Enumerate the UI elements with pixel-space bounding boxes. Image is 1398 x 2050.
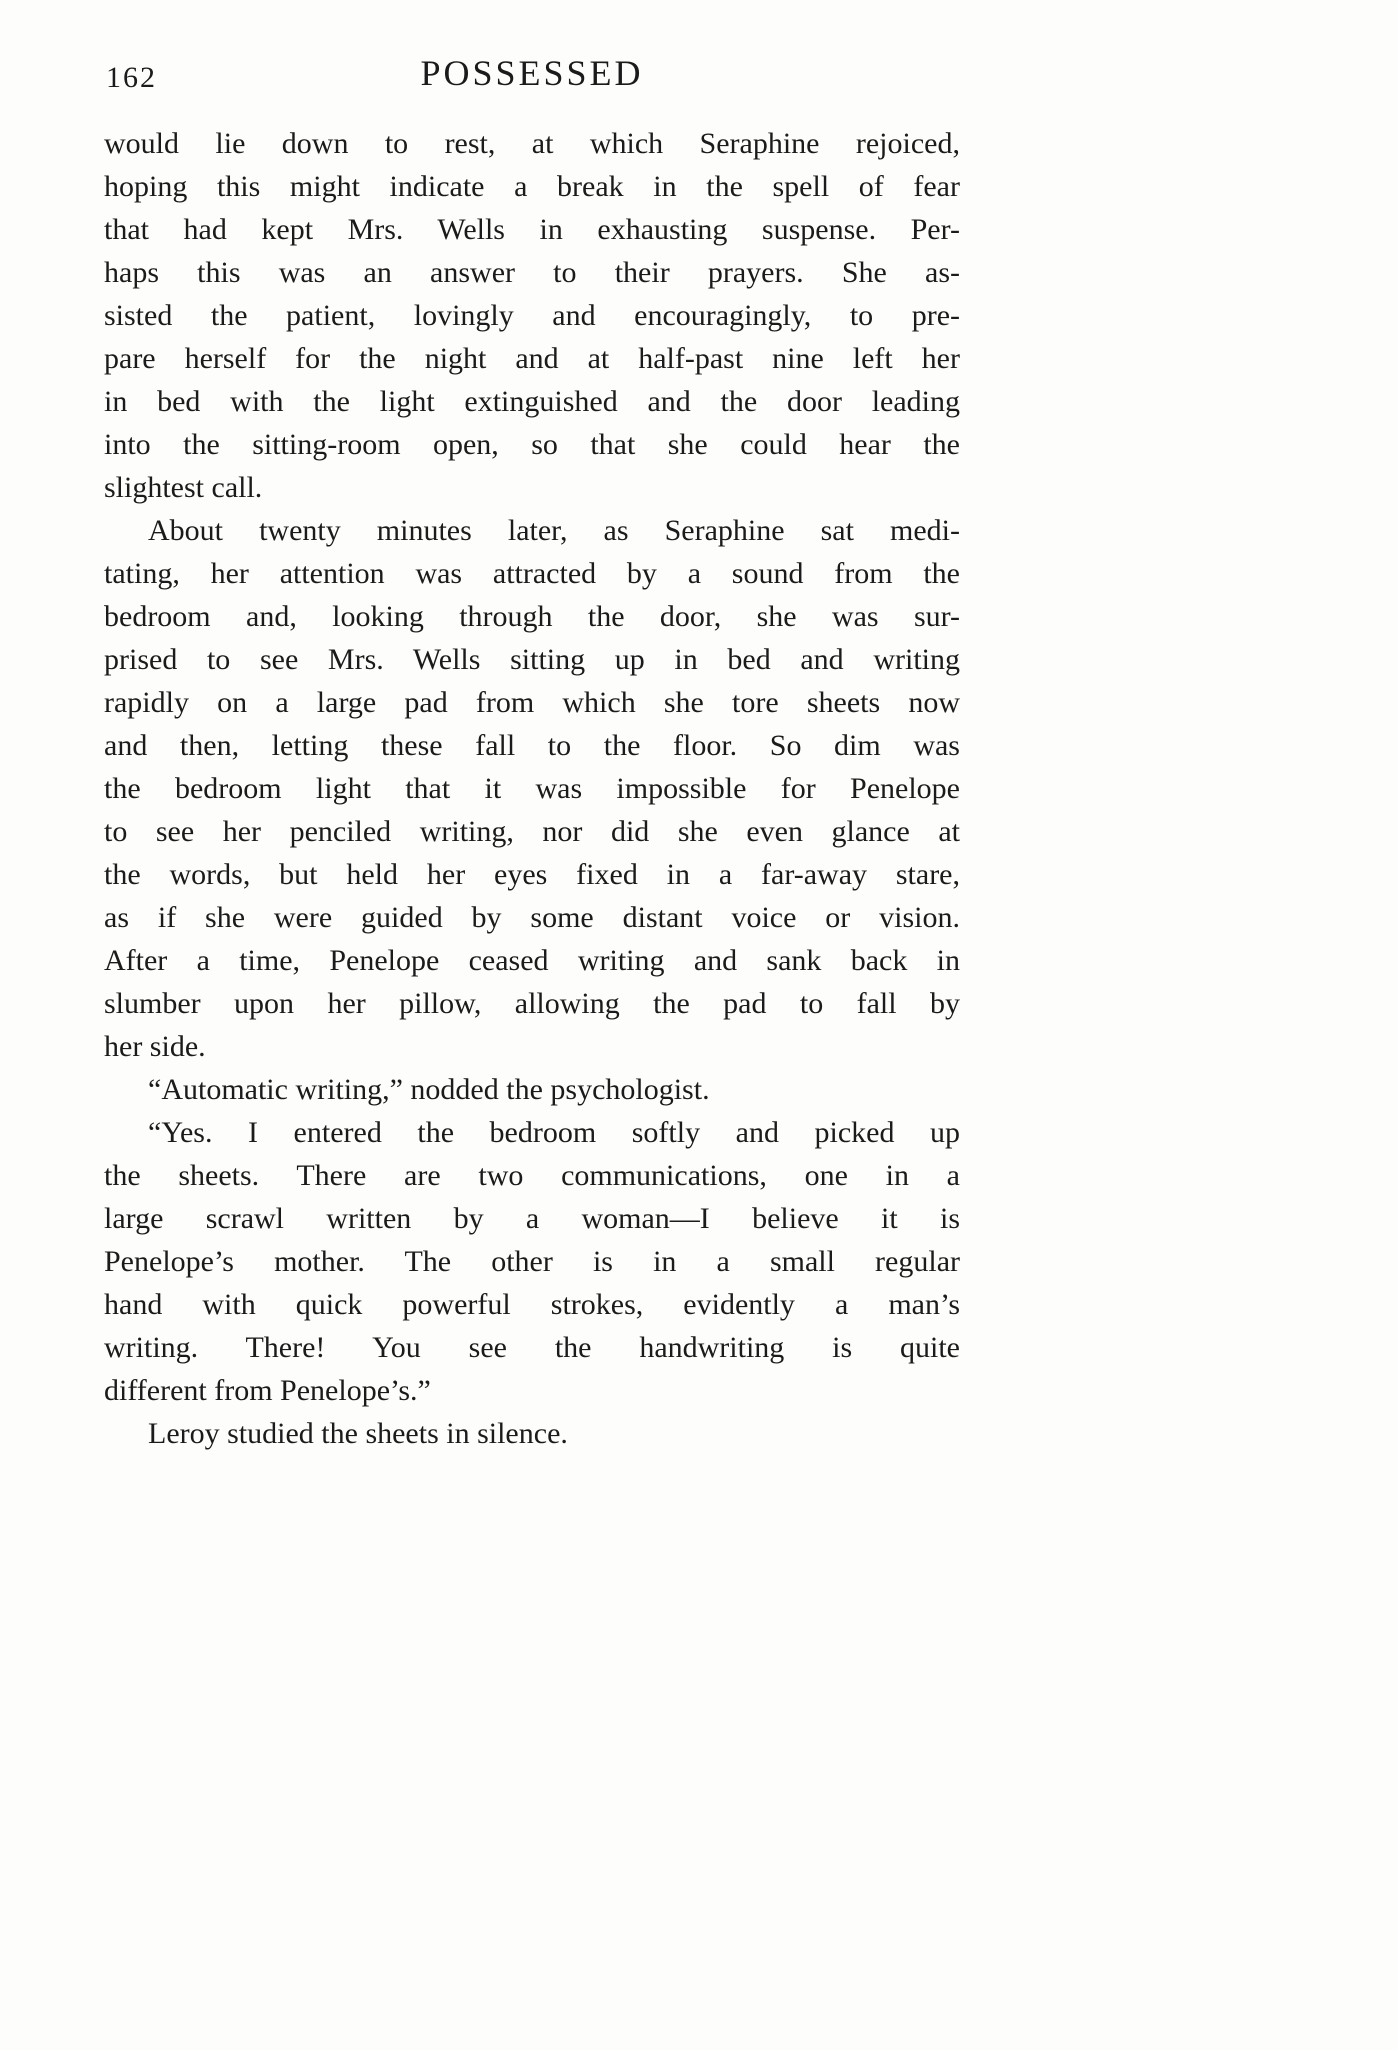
text-line: would lie down to rest, at which Seraphine rejoiced, (104, 127, 960, 160)
running-title: POSSESSED (420, 53, 644, 93)
text-line: “Yes. I entered the bedroom softly and picked up (148, 1116, 960, 1149)
text-line: and then, letting these fall to the floor. So dim was (104, 729, 960, 762)
text-line: Leroy studied the sheets in silence. (148, 1417, 568, 1450)
text-line: that had kept Mrs. Wells in exhausting suspense. Per- (104, 213, 960, 246)
text-line: prised to see Mrs. Wells sitting up in bed and writing (104, 643, 960, 676)
paragraph (104, 1412, 960, 1455)
text-line: to see her penciled writing, nor did she even glance at (104, 815, 960, 848)
text-line: different from Penelope’s.” (104, 1374, 431, 1407)
text-line: her side. (104, 1030, 206, 1063)
paragraph (104, 122, 960, 509)
book-page (104, 52, 960, 1455)
text-line: large scrawl written by a woman—I believe it is (104, 1202, 960, 1235)
paragraph (104, 1068, 960, 1111)
text-line: writing. There! You see the handwriting is quite (104, 1331, 960, 1364)
text-line: as if she were guided by some distant voice or vision. (104, 901, 960, 934)
paragraph (104, 509, 960, 1068)
text-line: bedroom and, looking through the door, she was sur- (104, 600, 960, 633)
text-line: slightest call. (104, 471, 263, 504)
text-line: “Automatic writing,” nodded the psychologist. (148, 1073, 710, 1106)
text-line: hand with quick powerful strokes, evidently a man’s (104, 1288, 960, 1321)
text-line: About twenty minutes later, as Seraphine sat medi- (148, 514, 960, 547)
page-number: 162 (106, 61, 157, 94)
text-line: slumber upon her pillow, allowing the pad to fall by (104, 987, 960, 1020)
text-line: After a time, Penelope ceased writing and sank back in (104, 944, 960, 977)
text-line: sisted the patient, lovingly and encouragingly, to pre- (104, 299, 960, 332)
text-line: Penelope’s mother. The other is in a small regular (104, 1245, 960, 1278)
text-line: hoping this might indicate a break in the spell of fear (104, 170, 960, 203)
text-line: pare herself for the night and at half-past nine left her (104, 342, 960, 375)
text-line: the words, but held her eyes fixed in a far-away stare, (104, 858, 960, 891)
text-line: in bed with the light extinguished and the door leading (104, 385, 960, 418)
text-line: into the sitting-room open, so that she could hear the (104, 428, 960, 461)
paragraph (104, 1111, 960, 1412)
page-body (104, 122, 960, 1455)
text-line: rapidly on a large pad from which she tore sheets now (104, 686, 960, 719)
text-line: tating, her attention was attracted by a sound from the (104, 557, 960, 590)
text-line: haps this was an answer to their prayers. She as- (104, 256, 960, 289)
page-header (104, 52, 960, 102)
text-line: the sheets. There are two communications, one in a (104, 1159, 960, 1192)
text-line: the bedroom light that it was impossible for Penelope (104, 772, 960, 805)
